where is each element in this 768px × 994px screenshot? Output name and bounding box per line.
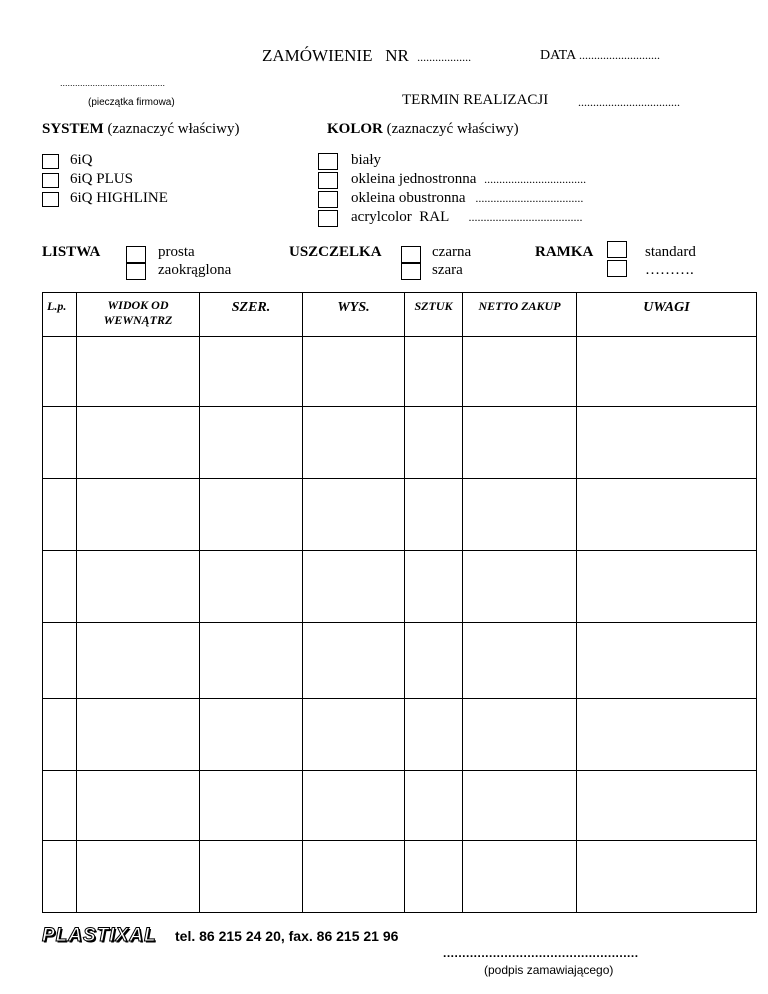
cell-widok[interactable]	[77, 407, 200, 479]
cell-uwagi[interactable]	[577, 771, 757, 841]
checkbox-listwa-zaokraglona[interactable]	[126, 263, 146, 280]
cell-netto[interactable]	[463, 551, 577, 623]
cell-uwagi[interactable]	[577, 551, 757, 623]
ramka-label: RAMKA	[535, 244, 594, 260]
checkbox-kolor-okleina-jednostronna[interactable]	[318, 172, 338, 189]
checkbox-listwa-prosta[interactable]	[126, 246, 146, 263]
option-listwa-zaokraglona: zaokrąglona	[158, 262, 232, 278]
cell-lp[interactable]	[43, 407, 77, 479]
col-header-netto: NETTO ZAKUP	[463, 293, 577, 337]
cell-szer[interactable]	[200, 771, 303, 841]
kolor-heading	[327, 121, 519, 138]
signature-caption: (podpis zamawiającego)	[484, 963, 614, 977]
option-kolor-acrylcolor	[351, 209, 583, 226]
option-system-6iq-plus: 6iQ PLUS	[70, 171, 133, 187]
termin-field[interactable]: ..................................	[578, 95, 680, 109]
form-title	[262, 46, 471, 66]
cell-netto[interactable]	[463, 699, 577, 771]
checkbox-ramka-standard[interactable]	[607, 241, 627, 258]
signature-field[interactable]: ...................................................	[443, 946, 639, 960]
stamp-field[interactable]: ..........................................	[60, 78, 166, 88]
date-field[interactable]: ...........................	[578, 48, 660, 62]
option-ramka-other: ……….	[645, 262, 694, 278]
kolor-obustronna-label: okleina obustronna	[351, 190, 466, 206]
table-row	[43, 771, 757, 841]
cell-wys[interactable]	[303, 771, 405, 841]
checkbox-system-6iq-plus[interactable]	[42, 173, 59, 188]
system-heading	[42, 121, 239, 138]
cell-sztuk[interactable]	[405, 407, 463, 479]
cell-sztuk[interactable]	[405, 771, 463, 841]
cell-widok[interactable]	[77, 771, 200, 841]
cell-uwagi[interactable]	[577, 841, 757, 913]
cell-lp[interactable]	[43, 479, 77, 551]
col-header-wys: WYS.	[303, 293, 405, 337]
option-kolor-okleina-obustronna	[351, 190, 583, 207]
cell-szer[interactable]	[200, 407, 303, 479]
kolor-label: KOLOR	[327, 121, 383, 137]
cell-wys[interactable]	[303, 407, 405, 479]
cell-wys[interactable]	[303, 551, 405, 623]
date-label: DATA	[540, 48, 576, 63]
cell-sztuk[interactable]	[405, 841, 463, 913]
checkbox-system-6iq-highline[interactable]	[42, 192, 59, 207]
cell-netto[interactable]	[463, 479, 577, 551]
termin-label: TERMIN REALIZACJI	[402, 92, 549, 108]
cell-wys[interactable]	[303, 841, 405, 913]
cell-uwagi[interactable]	[577, 407, 757, 479]
cell-sztuk[interactable]	[405, 699, 463, 771]
system-label: SYSTEM	[42, 121, 104, 137]
kolor-hint: (zaznaczyć właściwy)	[386, 121, 519, 137]
system-hint: (zaznaczyć właściwy)	[107, 121, 240, 137]
cell-widok[interactable]	[77, 699, 200, 771]
option-uszczelka-czarna: czarna	[432, 244, 472, 260]
plastixal-logo: PLASTIXAL	[42, 925, 157, 946]
checkbox-kolor-acrylcolor[interactable]	[318, 210, 338, 227]
checkbox-uszczelka-czarna[interactable]	[401, 246, 421, 263]
checkbox-kolor-okleina-obustronna[interactable]	[318, 191, 338, 208]
cell-szer[interactable]	[200, 623, 303, 699]
cell-uwagi[interactable]	[577, 337, 757, 407]
cell-szer[interactable]	[200, 841, 303, 913]
table-header-row	[43, 293, 757, 337]
checkbox-system-6iq[interactable]	[42, 154, 59, 169]
cell-uwagi[interactable]	[577, 479, 757, 551]
cell-lp[interactable]	[43, 699, 77, 771]
cell-sztuk[interactable]	[405, 337, 463, 407]
cell-szer[interactable]	[200, 337, 303, 407]
order-title: ZAMÓWIENIE NR	[262, 46, 409, 65]
table-row	[43, 479, 757, 551]
option-kolor-bialy	[351, 152, 381, 169]
option-ramka-standard: standard	[645, 244, 696, 260]
table-row	[43, 623, 757, 699]
option-listwa-prosta: prosta	[158, 244, 195, 260]
table-row	[43, 407, 757, 479]
cell-wys[interactable]	[303, 699, 405, 771]
cell-wys[interactable]	[303, 623, 405, 699]
order-number-field[interactable]: ..................	[417, 50, 472, 64]
cell-wys[interactable]	[303, 479, 405, 551]
col-header-lp: L.p.	[43, 293, 77, 337]
cell-sztuk[interactable]	[405, 551, 463, 623]
cell-widok[interactable]	[77, 623, 200, 699]
cell-lp[interactable]	[43, 551, 77, 623]
stamp-caption: (pieczątka firmowa)	[88, 97, 175, 108]
cell-uwagi[interactable]	[577, 699, 757, 771]
col-header-widok: WIDOK OD WEWNĄTRZ	[77, 293, 200, 337]
kolor-jednostronna-field[interactable]: ..................................	[484, 172, 587, 186]
cell-netto[interactable]	[463, 623, 577, 699]
kolor-obustronna-field[interactable]: ....................................	[475, 191, 584, 205]
cell-uwagi[interactable]	[577, 623, 757, 699]
cell-lp[interactable]	[43, 337, 77, 407]
kolor-bialy-label: biały	[351, 152, 381, 168]
uszczelka-label: USZCZELKA	[289, 244, 382, 260]
col-header-sztuk: SZTUK	[405, 293, 463, 337]
option-uszczelka-szara: szara	[432, 262, 463, 278]
cell-netto[interactable]	[463, 771, 577, 841]
date-block	[540, 48, 660, 64]
table-row	[43, 551, 757, 623]
option-system-6iq: 6iQ	[70, 152, 93, 168]
option-kolor-okleina-jednostronna	[351, 171, 586, 188]
cell-widok[interactable]	[77, 479, 200, 551]
kolor-acrylcolor-label: acrylcolor RAL	[351, 209, 449, 225]
col-header-szer: SZER.	[200, 293, 303, 337]
listwa-label: LISTWA	[42, 244, 101, 260]
contact-info: tel. 86 215 24 20, fax. 86 215 21 96	[175, 928, 399, 944]
option-system-6iq-highline: 6iQ HIGHLINE	[70, 190, 168, 206]
cell-netto[interactable]	[463, 337, 577, 407]
cell-szer[interactable]	[200, 551, 303, 623]
table-row	[43, 699, 757, 771]
cell-widok[interactable]	[77, 337, 200, 407]
cell-netto[interactable]	[463, 407, 577, 479]
cell-lp[interactable]	[43, 771, 77, 841]
table-body	[43, 337, 757, 913]
col-header-uwagi: UWAGI	[577, 293, 757, 337]
cell-sztuk[interactable]	[405, 479, 463, 551]
checkbox-kolor-bialy[interactable]	[318, 153, 338, 170]
table-row	[43, 841, 757, 913]
cell-lp[interactable]	[43, 841, 77, 913]
kolor-ral-field[interactable]: ......................................	[468, 210, 583, 224]
table-row	[43, 337, 757, 407]
cell-lp[interactable]	[43, 623, 77, 699]
order-table	[42, 292, 757, 913]
checkbox-ramka-other[interactable]	[607, 260, 627, 277]
cell-szer[interactable]	[200, 699, 303, 771]
cell-widok[interactable]	[77, 841, 200, 913]
cell-wys[interactable]	[303, 337, 405, 407]
cell-widok[interactable]	[77, 551, 200, 623]
checkbox-uszczelka-szara[interactable]	[401, 263, 421, 280]
cell-szer[interactable]	[200, 479, 303, 551]
kolor-jednostronna-label: okleina jednostronna	[351, 171, 477, 187]
cell-netto[interactable]	[463, 841, 577, 913]
cell-sztuk[interactable]	[405, 623, 463, 699]
